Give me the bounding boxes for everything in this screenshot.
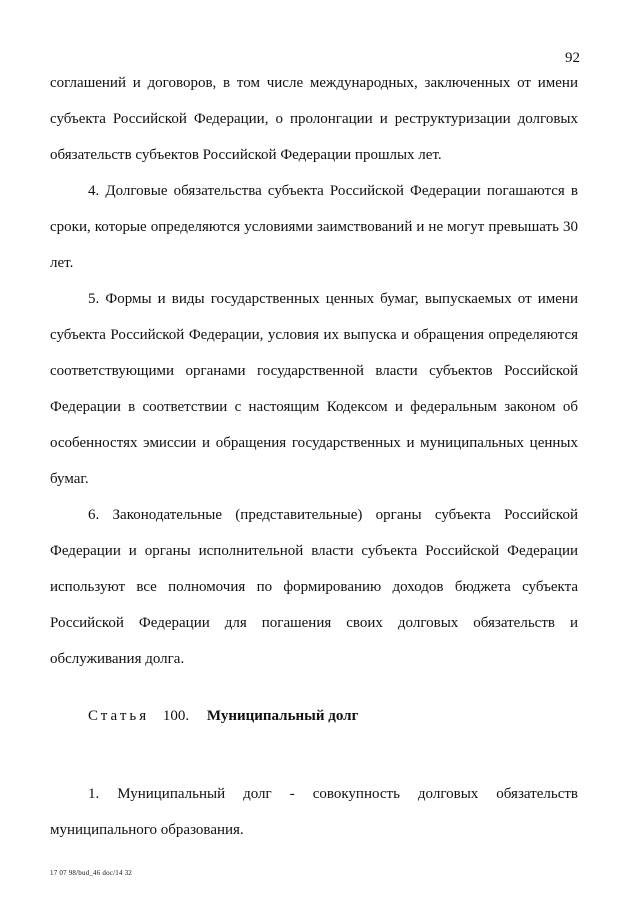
- footer-file-reference: 17 07 98/bud_46 doc/14 32: [50, 869, 132, 877]
- article-number: 100.: [162, 708, 190, 724]
- article-heading: [88, 708, 358, 725]
- paragraph-6: 6. Законодательные (представительные) органы субъекта Российской Федерации и органы исполнительной власти субъекта Российской Федерации используют все полномочия по формированию доходов бюджета субъекта Российской Федерации для погашения своих долговых обязательств и обслуживания долга.: [50, 507, 578, 667]
- page-number: 92: [565, 50, 580, 66]
- paragraph-5: 5. Формы и виды государственных ценных бумаг, выпускаемых от имени субъекта Российской Федерации, условия их выпуска и обращения определяются соответствующими органами государственной власти субъектов Российской Федерации в соответствии с настоящим Кодексом и федеральным законом об особенностях эмиссии и обращения государственных и муниципальных ценных бумаг.: [50, 291, 578, 487]
- article-label: Статья: [88, 708, 150, 724]
- paragraph-4: 4. Долговые обязательства субъекта Российской Федерации погашаются в сроки, которые определяются условиями заимствований и не могут превышать 30 лет.: [50, 183, 578, 271]
- article-paragraph-1: 1. Муниципальный долг - совокупность долговых обязательств муниципального образования.: [50, 786, 578, 838]
- paragraph-continuation: соглашений и договоров, в том числе международных, заключенных от имени субъекта Российской Федерации, о пролонгации и реструктуризации долговых обязательств субъектов Российской Федерации прошлых лет.: [50, 75, 578, 163]
- article-title: Муниципальный долг: [206, 708, 359, 724]
